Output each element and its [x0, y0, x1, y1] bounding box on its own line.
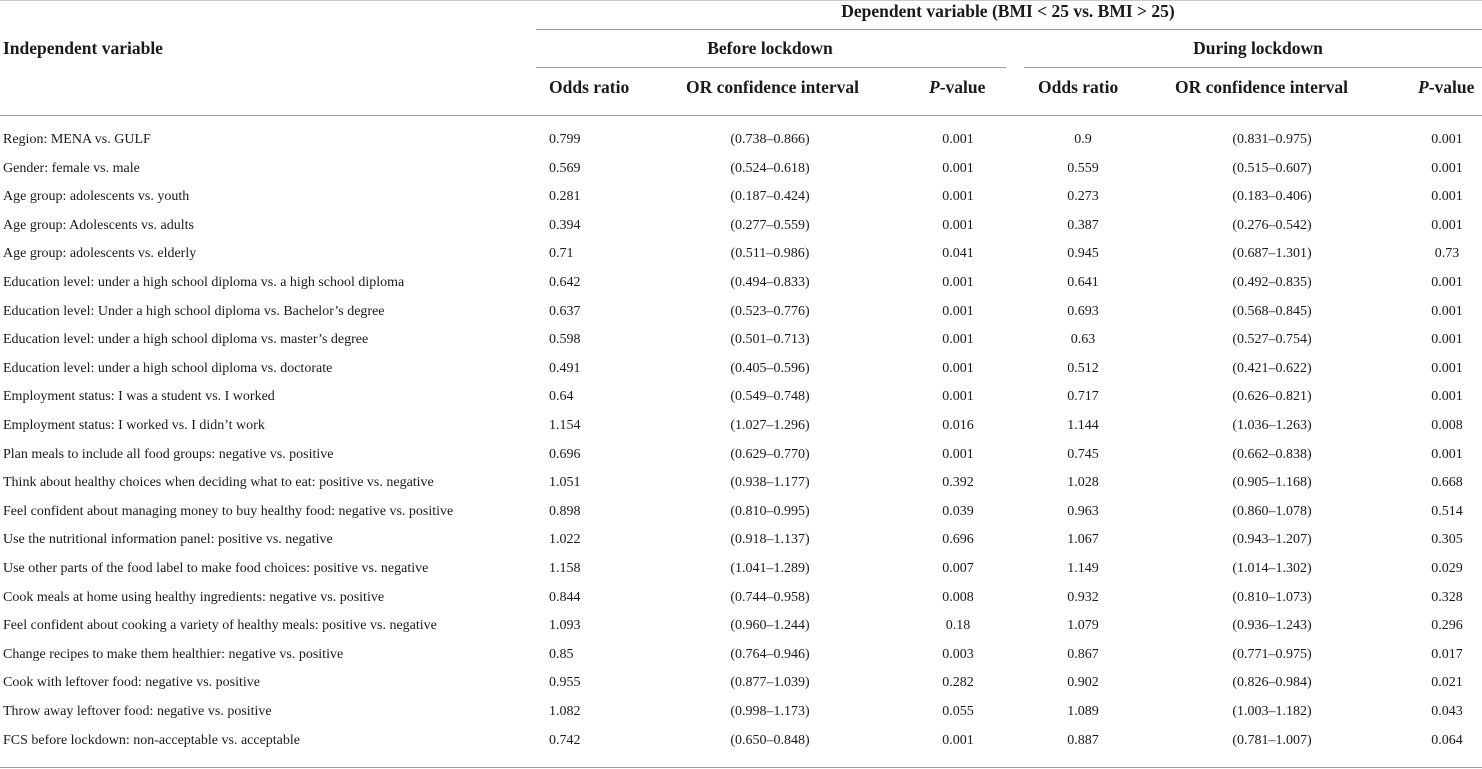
row-label: Gender: female vs. male — [3, 160, 140, 176]
before-ci: (0.405–0.596) — [730, 360, 810, 376]
during-p-value: 0.001 — [1431, 132, 1463, 147]
during-p-value: 0.001 — [1431, 389, 1463, 405]
before-p-value: 0.392 — [942, 475, 974, 491]
top-rule — [0, 0, 1482, 1]
row-label: Use the nutritional information panel: positive vs. negative — [3, 532, 333, 548]
before-odds-ratio: 0.637 — [549, 303, 581, 319]
before-p-value: 0.055 — [942, 704, 974, 719]
dependent-underline — [536, 29, 1482, 30]
independent-variable-header: Independent variable — [3, 38, 163, 58]
row-label: Age group: adolescents vs. youth — [3, 189, 190, 205]
before-p-value-header: P-value — [929, 77, 986, 97]
row-label: Plan meals to include all food groups: negative vs. positive — [3, 446, 334, 462]
during-odds-ratio: 1.144 — [1067, 418, 1099, 433]
before-ci: (0.764–0.946) — [730, 646, 810, 662]
before-odds-ratio: 1.051 — [549, 475, 581, 491]
during-odds-ratio: 0.9 — [1074, 132, 1092, 147]
before-odds-ratio: 0.844 — [549, 589, 581, 605]
before-odds-ratio: 1.093 — [549, 618, 581, 634]
during-ci: (0.771–0.975) — [1232, 646, 1312, 662]
before-odds-ratio: 0.696 — [549, 446, 581, 462]
during-ci: (0.860–1.078) — [1232, 503, 1312, 519]
before-odds-ratio: 1.022 — [549, 532, 581, 548]
row-label: Feel confident about managing money to buy healthy food: negative vs. positive — [3, 503, 454, 519]
during-p-value: 0.043 — [1431, 704, 1463, 719]
before-odds-ratio: 0.642 — [549, 275, 581, 290]
before-lockdown-header: Before lockdown — [707, 38, 833, 58]
before-ci: (0.918–1.137) — [730, 532, 810, 548]
during-p-value: 0.73 — [1434, 246, 1460, 262]
during-ci: (0.905–1.168) — [1232, 475, 1312, 491]
before-ci: (0.738–0.866) — [730, 132, 810, 147]
during-ci-header: OR confidence interval — [1175, 77, 1349, 97]
before-p-value: 0.001 — [942, 132, 974, 147]
before-p-value: 0.016 — [942, 418, 974, 433]
row-label: FCS before lockdown: non-acceptable vs. acceptable — [3, 732, 301, 748]
row-label: Cook with leftover food: negative vs. positive — [3, 675, 261, 691]
before-p-value: 0.007 — [942, 561, 974, 576]
row-label: Education level: under a high school diploma vs. a high school diploma — [3, 275, 405, 290]
before-odds-ratio: 0.491 — [549, 360, 581, 376]
before-odds-ratio: 1.154 — [549, 418, 581, 433]
before-ci: (0.650–0.848) — [730, 732, 810, 748]
row-label: Education level: under a high school diploma vs. master’s degree — [3, 332, 369, 348]
before-odds-ratio: 0.85 — [549, 646, 574, 662]
during-p-value: 0.008 — [1431, 418, 1463, 433]
before-ci: (0.877–1.039) — [730, 675, 810, 691]
header-bottom-rule — [0, 115, 1482, 116]
before-p-value: 0.003 — [942, 646, 974, 662]
before-lockdown-underline — [536, 67, 1006, 68]
row-label: Use other parts of the food label to make food choices: positive vs. negative — [3, 561, 429, 576]
before-odds-ratio: 0.569 — [549, 160, 581, 176]
during-odds-ratio: 0.512 — [1067, 360, 1099, 376]
during-odds-ratio: 0.902 — [1067, 675, 1099, 691]
during-ci: (0.943–1.207) — [1232, 532, 1312, 548]
during-p-value: 0.001 — [1431, 303, 1463, 319]
before-ci: (0.998–1.173) — [730, 704, 810, 719]
before-ci: (0.524–0.618) — [730, 160, 810, 176]
during-odds-ratio: 0.693 — [1067, 303, 1099, 319]
before-p-value: 0.041 — [942, 246, 974, 262]
before-odds-ratio-header: Odds ratio — [549, 77, 630, 97]
before-odds-ratio: 1.082 — [549, 704, 581, 719]
during-p-value: 0.001 — [1431, 160, 1463, 176]
during-odds-ratio: 1.149 — [1067, 561, 1099, 576]
during-odds-ratio: 0.867 — [1067, 646, 1099, 662]
before-p-value: 0.001 — [942, 217, 974, 233]
before-ci: (0.494–0.833) — [730, 275, 810, 290]
during-odds-ratio: 0.945 — [1067, 246, 1099, 262]
before-ci: (0.523–0.776) — [730, 303, 810, 319]
during-p-value-header: P-value — [1418, 77, 1475, 97]
during-ci: (0.781–1.007) — [1232, 732, 1312, 748]
before-p-value: 0.001 — [942, 389, 974, 405]
during-p-value: 0.029 — [1431, 561, 1463, 576]
before-p-value: 0.696 — [942, 532, 974, 548]
during-odds-ratio: 1.089 — [1067, 704, 1099, 719]
during-odds-ratio: 1.028 — [1067, 475, 1099, 491]
during-odds-ratio: 1.079 — [1067, 618, 1099, 634]
during-p-value: 0.328 — [1431, 589, 1463, 605]
row-label: Education level: under a high school diploma vs. doctorate — [3, 360, 333, 376]
during-ci: (0.276–0.542) — [1232, 217, 1312, 233]
row-label: Age group: adolescents vs. elderly — [3, 246, 197, 262]
during-p-value: 0.064 — [1431, 732, 1463, 748]
before-ci: (1.041–1.289) — [730, 561, 810, 576]
during-ci: (0.515–0.607) — [1232, 160, 1312, 176]
during-p-value: 0.017 — [1431, 646, 1463, 662]
during-odds-ratio: 0.932 — [1067, 589, 1099, 605]
before-odds-ratio: 0.71 — [549, 246, 574, 262]
during-ci: (0.492–0.835) — [1232, 275, 1312, 290]
before-ci: (1.027–1.296) — [730, 418, 810, 433]
during-odds-ratio: 0.963 — [1067, 503, 1099, 519]
during-ci: (0.568–0.845) — [1232, 303, 1312, 319]
row-label: Throw away leftover food: negative vs. positive — [3, 704, 272, 719]
before-p-value: 0.001 — [942, 446, 974, 462]
during-ci: (0.662–0.838) — [1232, 446, 1312, 462]
during-p-value: 0.001 — [1431, 332, 1463, 348]
before-p-value: 0.001 — [942, 275, 974, 290]
before-p-value: 0.001 — [942, 303, 974, 319]
before-p-value: 0.001 — [942, 332, 974, 348]
before-odds-ratio: 0.742 — [549, 732, 581, 748]
during-odds-ratio: 0.63 — [1070, 332, 1096, 348]
during-ci: (0.831–0.975) — [1232, 132, 1312, 147]
row-label: Change recipes to make them healthier: negative vs. positive — [3, 646, 344, 662]
before-ci: (0.960–1.244) — [730, 618, 810, 634]
before-odds-ratio: 0.281 — [549, 189, 581, 205]
before-p-value: 0.282 — [942, 675, 974, 691]
row-label: Employment status: I worked vs. I didn’t work — [3, 418, 265, 433]
before-ci: (0.511–0.986) — [730, 246, 810, 262]
before-p-value: 0.001 — [942, 732, 974, 748]
row-label: Cook meals at home using healthy ingredients: negative vs. positive — [3, 589, 385, 605]
before-ci-header: OR confidence interval — [686, 77, 860, 97]
during-p-value: 0.001 — [1431, 217, 1463, 233]
before-p-value: 0.001 — [942, 360, 974, 376]
during-p-value: 0.021 — [1431, 675, 1463, 691]
during-ci: (0.527–0.754) — [1232, 332, 1312, 348]
before-odds-ratio: 0.598 — [549, 332, 581, 348]
during-lockdown-underline — [1024, 67, 1482, 68]
during-p-value: 0.305 — [1431, 532, 1463, 548]
during-odds-ratio: 0.641 — [1067, 275, 1099, 290]
during-odds-ratio: 0.273 — [1067, 189, 1099, 205]
before-odds-ratio: 0.799 — [549, 132, 581, 147]
during-ci: (0.421–0.622) — [1232, 360, 1312, 376]
before-p-value: 0.008 — [942, 589, 974, 605]
during-p-value: 0.001 — [1431, 275, 1463, 290]
during-odds-ratio: 0.745 — [1067, 446, 1099, 462]
before-ci: (0.549–0.748) — [730, 389, 810, 405]
during-ci: (1.036–1.263) — [1232, 418, 1312, 433]
during-ci: (1.003–1.182) — [1232, 704, 1312, 719]
during-ci: (0.826–0.984) — [1232, 675, 1312, 691]
before-ci: (0.938–1.177) — [730, 475, 810, 491]
during-ci: (1.014–1.302) — [1232, 561, 1312, 576]
before-p-value: 0.001 — [942, 160, 974, 176]
during-p-value: 0.001 — [1431, 189, 1463, 205]
during-ci: (0.626–0.821) — [1232, 389, 1312, 405]
during-odds-ratio: 0.387 — [1067, 217, 1099, 233]
before-p-value: 0.18 — [945, 618, 971, 634]
before-ci: (0.277–0.559) — [730, 217, 810, 233]
before-ci: (0.810–0.995) — [730, 503, 810, 519]
before-ci: (0.501–0.713) — [730, 332, 810, 348]
row-label: Feel confident about cooking a variety of healthy meals: positive vs. negative — [3, 618, 437, 634]
before-odds-ratio: 0.394 — [549, 217, 581, 233]
during-lockdown-header: During lockdown — [1193, 38, 1323, 58]
during-p-value: 0.001 — [1431, 446, 1463, 462]
before-ci: (0.187–0.424) — [730, 189, 810, 205]
before-p-value: 0.039 — [942, 503, 974, 519]
before-odds-ratio: 0.955 — [549, 675, 581, 691]
before-ci: (0.629–0.770) — [730, 446, 810, 462]
during-odds-ratio: 1.067 — [1067, 532, 1099, 548]
during-p-value: 0.296 — [1431, 618, 1463, 634]
before-ci: (0.744–0.958) — [730, 589, 810, 605]
during-ci: (0.687–1.301) — [1232, 246, 1312, 262]
row-label: Employment status: I was a student vs. I worked — [3, 389, 275, 405]
during-odds-ratio: 0.559 — [1067, 160, 1099, 176]
during-ci: (0.936–1.243) — [1232, 618, 1312, 634]
during-p-value: 0.514 — [1431, 503, 1463, 519]
row-label: Region: MENA vs. GULF — [3, 132, 151, 147]
dependent-variable-header: Dependent variable (BMI < 25 vs. BMI > 25) — [841, 1, 1175, 21]
during-odds-ratio: 0.717 — [1067, 389, 1099, 405]
during-p-value: 0.001 — [1431, 360, 1463, 376]
before-odds-ratio: 0.898 — [549, 503, 581, 519]
row-label: Think about healthy choices when deciding what to eat: positive vs. negative — [3, 475, 434, 491]
before-odds-ratio: 1.158 — [549, 561, 581, 576]
table-bottom-rule — [0, 767, 1482, 768]
row-label: Education level: Under a high school diploma vs. Bachelor’s degree — [3, 303, 385, 319]
during-p-value: 0.668 — [1431, 475, 1463, 491]
before-odds-ratio: 0.64 — [549, 389, 574, 405]
during-ci: (0.183–0.406) — [1232, 189, 1312, 205]
during-ci: (0.810–1.073) — [1232, 589, 1312, 605]
before-p-value: 0.001 — [942, 189, 974, 205]
row-label: Age group: Adolescents vs. adults — [3, 217, 194, 233]
during-odds-ratio-header: Odds ratio — [1038, 77, 1119, 97]
during-odds-ratio: 0.887 — [1067, 732, 1099, 748]
